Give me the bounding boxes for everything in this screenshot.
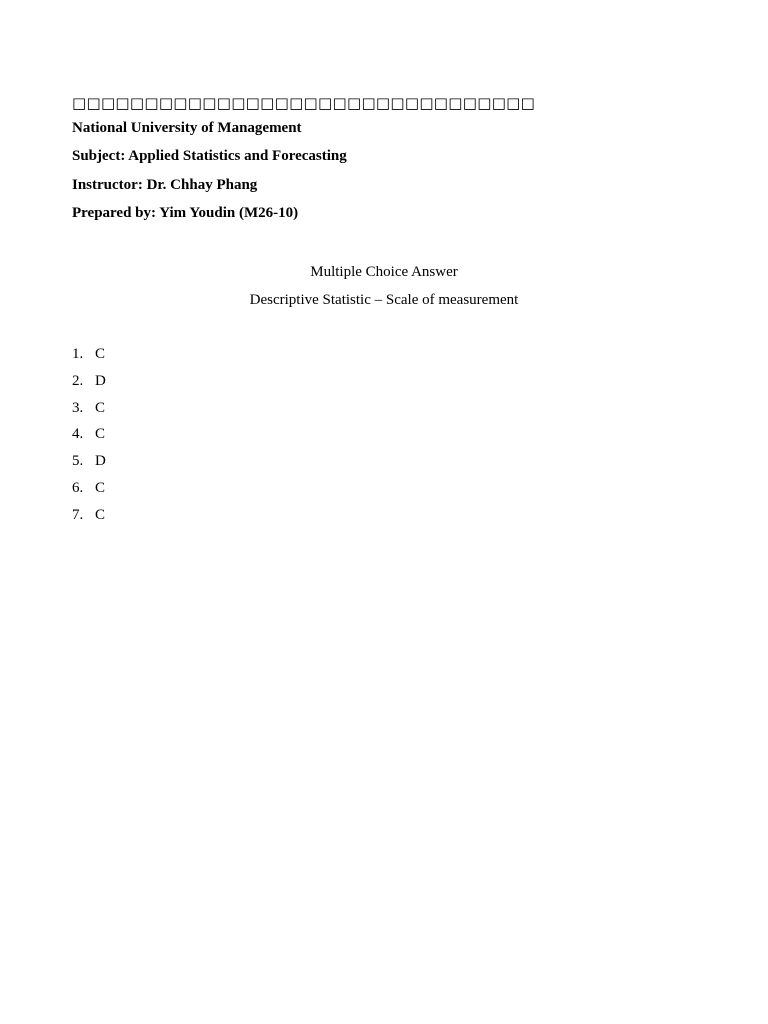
document-subtitle: Descriptive Statistic – Scale of measurement	[249, 292, 519, 308]
answer-choice: C	[95, 346, 106, 362]
answer-number: 3.	[72, 399, 84, 416]
answer-item	[72, 368, 106, 395]
answer-item	[72, 421, 106, 448]
native-script-header: □□□□□□□□□□□□□□□□□□□□□□□□□□□□□□□□	[72, 94, 536, 112]
answer-number: 2.	[72, 372, 84, 389]
answer-list	[72, 341, 106, 529]
prepared-by-line: Prepared by: Yim Youdin (M26-10)	[72, 204, 299, 221]
subject-line: Subject: Applied Statistics and Forecasting	[72, 148, 347, 165]
answer-number: 7.	[72, 506, 84, 523]
answer-item	[72, 341, 106, 368]
answer-number: 4.	[72, 426, 84, 443]
answer-choice: D	[95, 453, 106, 470]
document-title: Multiple Choice Answer	[310, 264, 458, 280]
answer-item	[72, 502, 106, 529]
answer-choice: C	[95, 399, 106, 416]
answer-choice: C	[95, 506, 106, 523]
document-header	[72, 92, 692, 227]
answer-number: 6.	[72, 479, 84, 496]
answer-choice: C	[95, 479, 106, 496]
answer-number: 1.	[72, 346, 84, 362]
answer-item	[72, 448, 106, 475]
answer-item	[72, 395, 106, 422]
answer-choice: D	[95, 372, 106, 389]
instructor-line: Instructor: Dr. Chhay Phang	[72, 176, 258, 193]
answer-number: 5.	[72, 453, 84, 470]
document-title-block	[0, 258, 768, 314]
answer-choice: C	[95, 426, 106, 443]
university-name: National University of Management	[72, 120, 302, 136]
answer-item	[72, 475, 106, 502]
